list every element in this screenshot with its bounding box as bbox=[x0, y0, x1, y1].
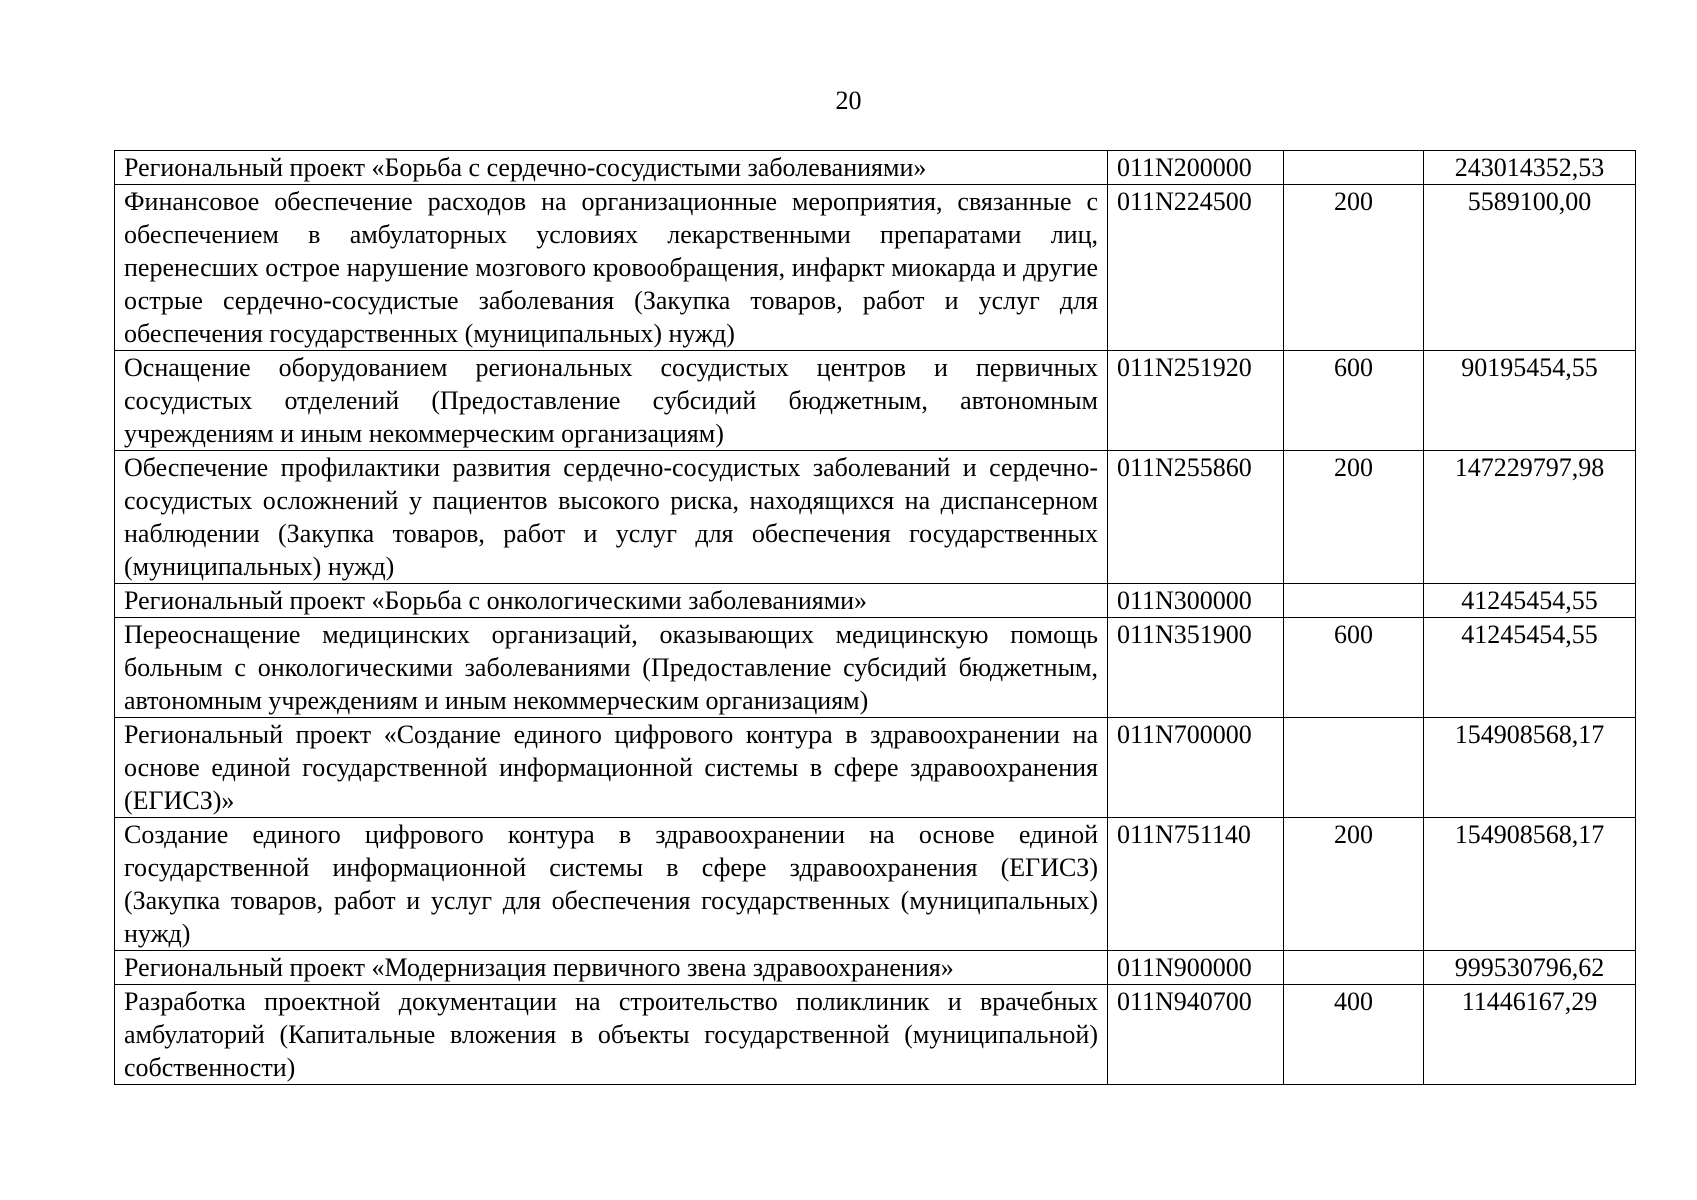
row-amount: 5589100,00 bbox=[1424, 185, 1636, 351]
table-row bbox=[115, 151, 1636, 185]
table-row bbox=[115, 718, 1636, 818]
row-code: 011N751140 bbox=[1108, 818, 1284, 951]
row-name: Региональный проект «Борьба с сердечно-сосудистыми заболеваниями» bbox=[115, 151, 1108, 185]
row-expense-type bbox=[1284, 951, 1424, 985]
row-code: 011N224500 bbox=[1108, 185, 1284, 351]
table-row bbox=[115, 185, 1636, 351]
row-name: Разработка проектной документации на строительство поликлиник и врачебных амбулаторий (Капитальные вложения в объекты государственной (муниципальной) собственности) bbox=[115, 985, 1108, 1085]
table-row bbox=[115, 985, 1636, 1085]
row-expense-type: 200 bbox=[1284, 818, 1424, 951]
row-amount: 999530796,62 bbox=[1424, 951, 1636, 985]
table-row bbox=[115, 351, 1636, 451]
row-amount: 90195454,55 bbox=[1424, 351, 1636, 451]
row-code: 011N300000 bbox=[1108, 584, 1284, 618]
row-expense-type bbox=[1284, 151, 1424, 185]
row-expense-type bbox=[1284, 584, 1424, 618]
row-amount: 147229797,98 bbox=[1424, 451, 1636, 584]
row-name: Переоснащение медицинских организаций, оказывающих медицинскую помощь больным с онкологическими заболеваниями (Предоставление субсидий бюджетным, автономным учреждениям и иным некоммерческим организациям) bbox=[115, 618, 1108, 718]
row-amount: 41245454,55 bbox=[1424, 584, 1636, 618]
row-code: 011N200000 bbox=[1108, 151, 1284, 185]
row-code: 011N255860 bbox=[1108, 451, 1284, 584]
row-amount: 243014352,53 bbox=[1424, 151, 1636, 185]
row-code: 011N700000 bbox=[1108, 718, 1284, 818]
table-row bbox=[115, 584, 1636, 618]
row-name: Финансовое обеспечение расходов на организационные мероприятия, связанные с обеспечением в амбулаторных условиях лекарственными препаратами лиц, перенесших острое нарушение мозгового кровообращения, инфаркт миокарда и другие острые сердечно-сосудистые заболевания (Закупка товаров, работ и услуг для обеспечения государственных (муниципальных) нужд) bbox=[115, 185, 1108, 351]
row-name: Региональный проект «Модернизация первичного звена здравоохранения» bbox=[115, 951, 1108, 985]
row-amount: 154908568,17 bbox=[1424, 818, 1636, 951]
row-expense-type: 400 bbox=[1284, 985, 1424, 1085]
row-name: Региональный проект «Создание единого цифрового контура в здравоохранении на основе единой государственной информационной системы в сфере здравоохранения (ЕГИСЗ)» bbox=[115, 718, 1108, 818]
row-name: Создание единого цифрового контура в здравоохранении на основе единой государственной информационной системы в сфере здравоохранения (ЕГИСЗ) (Закупка товаров, работ и услуг для обеспечения государственных (муниципальных) нужд) bbox=[115, 818, 1108, 951]
budget-table bbox=[114, 150, 1636, 1085]
row-amount: 11446167,29 bbox=[1424, 985, 1636, 1085]
table-row bbox=[115, 951, 1636, 985]
row-code: 011N900000 bbox=[1108, 951, 1284, 985]
table-row bbox=[115, 818, 1636, 951]
row-amount: 41245454,55 bbox=[1424, 618, 1636, 718]
row-expense-type: 600 bbox=[1284, 351, 1424, 451]
row-name: Региональный проект «Борьба с онкологическими заболеваниями» bbox=[115, 584, 1108, 618]
row-code: 011N251920 bbox=[1108, 351, 1284, 451]
row-expense-type: 200 bbox=[1284, 451, 1424, 584]
page-number: 20 bbox=[835, 86, 862, 115]
row-code: 011N351900 bbox=[1108, 618, 1284, 718]
row-name: Обеспечение профилактики развития сердечно-сосудистых заболеваний и сердечно-сосудистых осложнений у пациентов высокого риска, находящихся на диспансерном наблюдении (Закупка товаров, работ и услуг для обеспечения государственных (муниципальных) нужд) bbox=[115, 451, 1108, 584]
table-row bbox=[115, 618, 1636, 718]
row-amount: 154908568,17 bbox=[1424, 718, 1636, 818]
row-code: 011N940700 bbox=[1108, 985, 1284, 1085]
table-row bbox=[115, 451, 1636, 584]
row-expense-type: 200 bbox=[1284, 185, 1424, 351]
row-expense-type bbox=[1284, 718, 1424, 818]
row-name: Оснащение оборудованием региональных сосудистых центров и первичных сосудистых отделений (Предоставление субсидий бюджетным, автономным учреждениям и иным некоммерческим организациям) bbox=[115, 351, 1108, 451]
row-expense-type: 600 bbox=[1284, 618, 1424, 718]
